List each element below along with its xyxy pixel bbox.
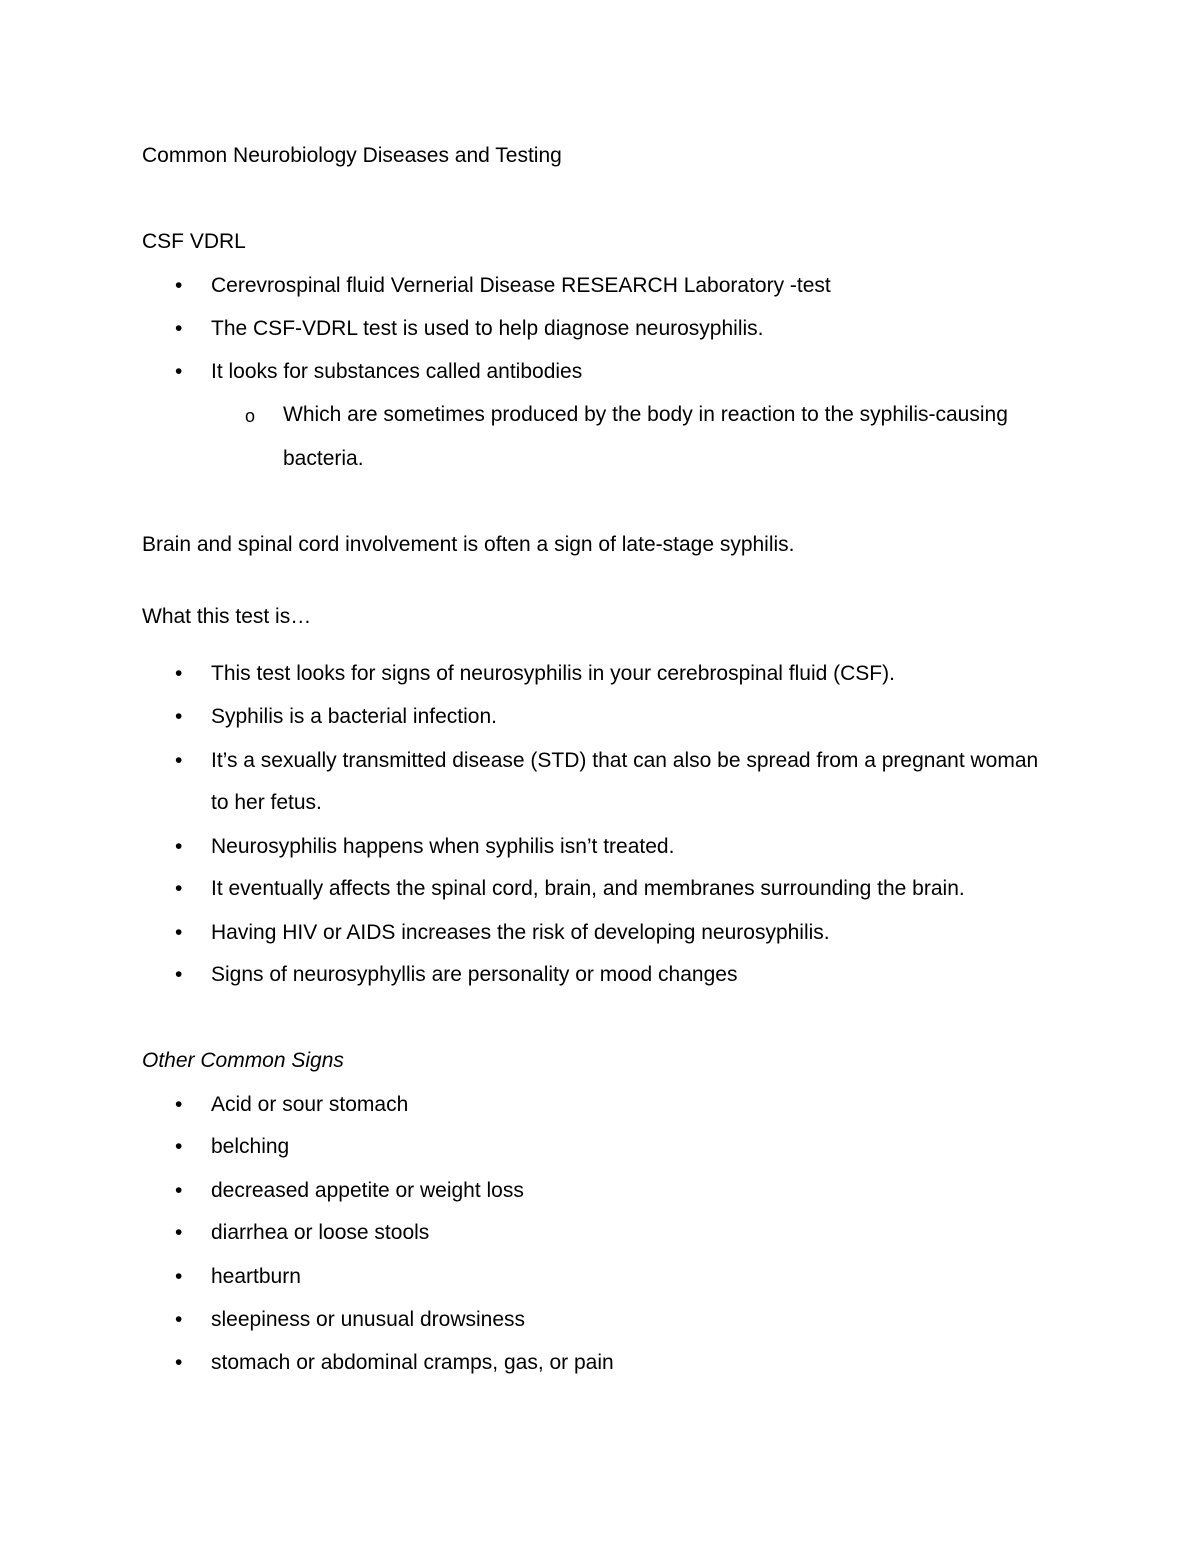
csf-bullet-item: Cerevrospinal fluid Vernerial Disease RESEARCH Laboratory -test (211, 274, 831, 297)
bullet-marker: • (175, 963, 183, 986)
bullet-marker: • (175, 1093, 183, 1116)
test-bullet-item: Syphilis is a bacterial infection. (211, 705, 497, 728)
late-stage-paragraph: Brain and spinal cord involvement is often a sign of late-stage syphilis. (142, 533, 795, 556)
bullet-marker: • (175, 1351, 183, 1374)
csf-heading: CSF VDRL (142, 230, 246, 253)
bullet-marker: • (175, 1308, 183, 1331)
bullet-marker: • (175, 360, 183, 383)
csf-bullet-item: The CSF-VDRL test is used to help diagnose neurosyphilis. (211, 317, 764, 340)
test-bullet-item: Neurosyphilis happens when syphilis isn’t treated. (211, 835, 675, 858)
bullet-marker: • (175, 1265, 183, 1288)
bullet-marker: • (175, 1179, 183, 1202)
csf-bullet-item: It looks for substances called antibodies (211, 360, 583, 383)
sign-bullet-item: Acid or sour stomach (211, 1093, 409, 1116)
bullet-marker: • (175, 877, 183, 900)
bullet-marker: • (175, 662, 183, 685)
bullet-marker: • (175, 749, 183, 772)
bullet-marker: • (175, 1135, 183, 1158)
test-bullet-continuation: to her fetus. (211, 791, 322, 814)
test-bullet-item: It eventually affects the spinal cord, brain, and membranes surrounding the brain. (211, 877, 965, 900)
test-bullet-item: It’s a sexually transmitted disease (STD) that can also be spread from a pregnant woman (211, 749, 1039, 772)
test-bullet-item: Having HIV or AIDS increases the risk of developing neurosyphilis. (211, 921, 830, 944)
bullet-marker: • (175, 317, 183, 340)
sub-bullet-marker: o (245, 406, 256, 426)
sign-bullet-item: stomach or abdominal cramps, gas, or pain (211, 1351, 614, 1374)
csf-sub-bullet-line: bacteria. (283, 447, 364, 470)
other-signs-heading: Other Common Signs (142, 1049, 344, 1072)
sign-bullet-item: belching (211, 1135, 290, 1158)
bullet-marker: • (175, 274, 183, 297)
bullet-marker: • (175, 835, 183, 858)
test-heading: What this test is… (142, 605, 312, 628)
csf-sub-bullet-line: Which are sometimes produced by the body in reaction to the syphilis-causing (283, 403, 1008, 426)
document-title: Common Neurobiology Diseases and Testing (142, 144, 562, 167)
sign-bullet-item: sleepiness or unusual drowsiness (211, 1308, 526, 1331)
sign-bullet-item: decreased appetite or weight loss (211, 1179, 524, 1202)
bullet-marker: • (175, 921, 183, 944)
bullet-marker: • (175, 705, 183, 728)
sign-bullet-item: heartburn (211, 1265, 301, 1288)
test-bullet-item: This test looks for signs of neurosyphilis in your cerebrospinal fluid (CSF). (211, 662, 895, 685)
sign-bullet-item: diarrhea or loose stools (211, 1221, 430, 1244)
test-bullet-item: Signs of neurosyphyllis are personality or mood changes (211, 963, 738, 986)
bullet-marker: • (175, 1221, 183, 1244)
